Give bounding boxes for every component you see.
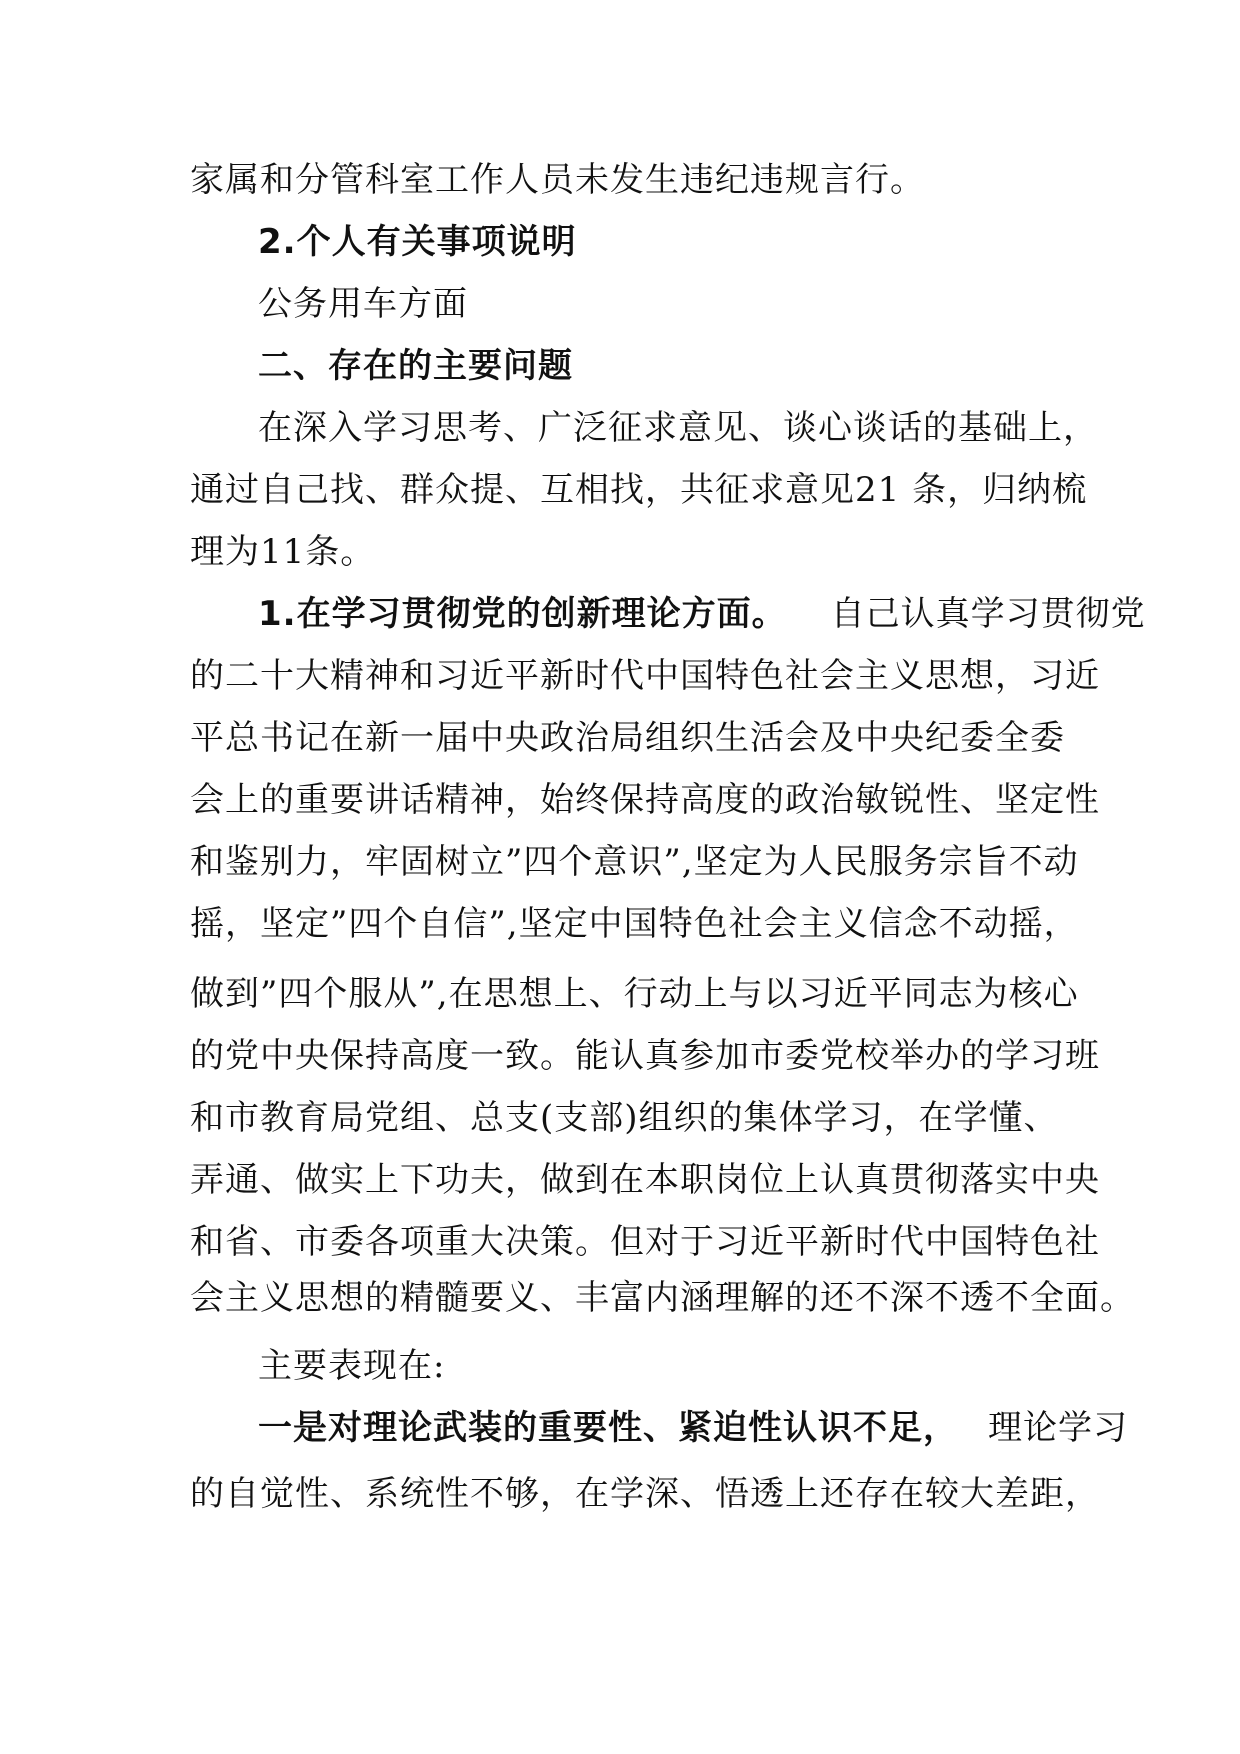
text-line-with-heading [258,1408,1128,1448]
text-line: 的自觉性、系统性不够，在学深、悟透上还存在较大差距， [190,1474,1100,1514]
text-line: 和省、市委各项重大决策。但对于习近平新时代中国特色社 [190,1222,1100,1262]
text-line: 的党中央保持高度一致。能认真参加市委党校举办的学习班 [190,1036,1100,1076]
text-fragment: 理论学习 [988,1408,1128,1448]
section-heading: 2.个人有关事项说明 [258,222,577,262]
text-line: 通过自己找、群众提、互相找，共征求意见21 条，归纳梳 [190,470,1088,510]
text-line: 平总书记在新一届中央政治局组织生活会及中央纪委全委 [190,718,1065,758]
text-line: 家属和分管科室工作人员未发生违纪违规言行。 [190,160,925,200]
text-line: 做到”四个服从”,在思想上、行动上与以习近平同志为核心 [190,974,1079,1014]
text-fragment: 自己认真学习贯彻党 [830,594,1146,634]
point-heading: 一是对理论武装的重要性、紧迫性认识不足， [258,1408,958,1448]
text-line: 和市教育局党组、总支(支部)组织的集体学习，在学懂、 [190,1098,1059,1138]
text-line: 会上的重要讲话精神，始终保持高度的政治敏锐性、坚定性 [190,780,1100,820]
text-line-with-heading [258,594,1146,634]
text-line: 理为11条。 [190,532,376,572]
section-heading: 二、存在的主要问题 [258,346,573,386]
text-line: 的二十大精神和习近平新时代中国特色社会主义思想，习近 [190,656,1100,696]
text-line: 摇，坚定”四个自信”,坚定中国特色社会主义信念不动摇， [190,904,1079,944]
text-line: 主要表现在: [258,1346,446,1386]
text-line: 公务用车方面 [258,284,468,324]
text-line: 会主义思想的精髓要义、丰富内涵理解的还不深不透不全面。 [190,1278,1135,1318]
text-line: 在深入学习思考、广泛征求意见、谈心谈话的基础上， [258,408,1098,448]
text-line: 弄通、做实上下功夫，做到在本职岗位上认真贯彻落实中央 [190,1160,1100,1200]
text-line: 和鉴别力，牢固树立”四个意识”,坚定为人民服务宗旨不动 [190,842,1079,882]
subsection-heading: 1.在学习贯彻党的创新理论方面。 [258,594,787,634]
